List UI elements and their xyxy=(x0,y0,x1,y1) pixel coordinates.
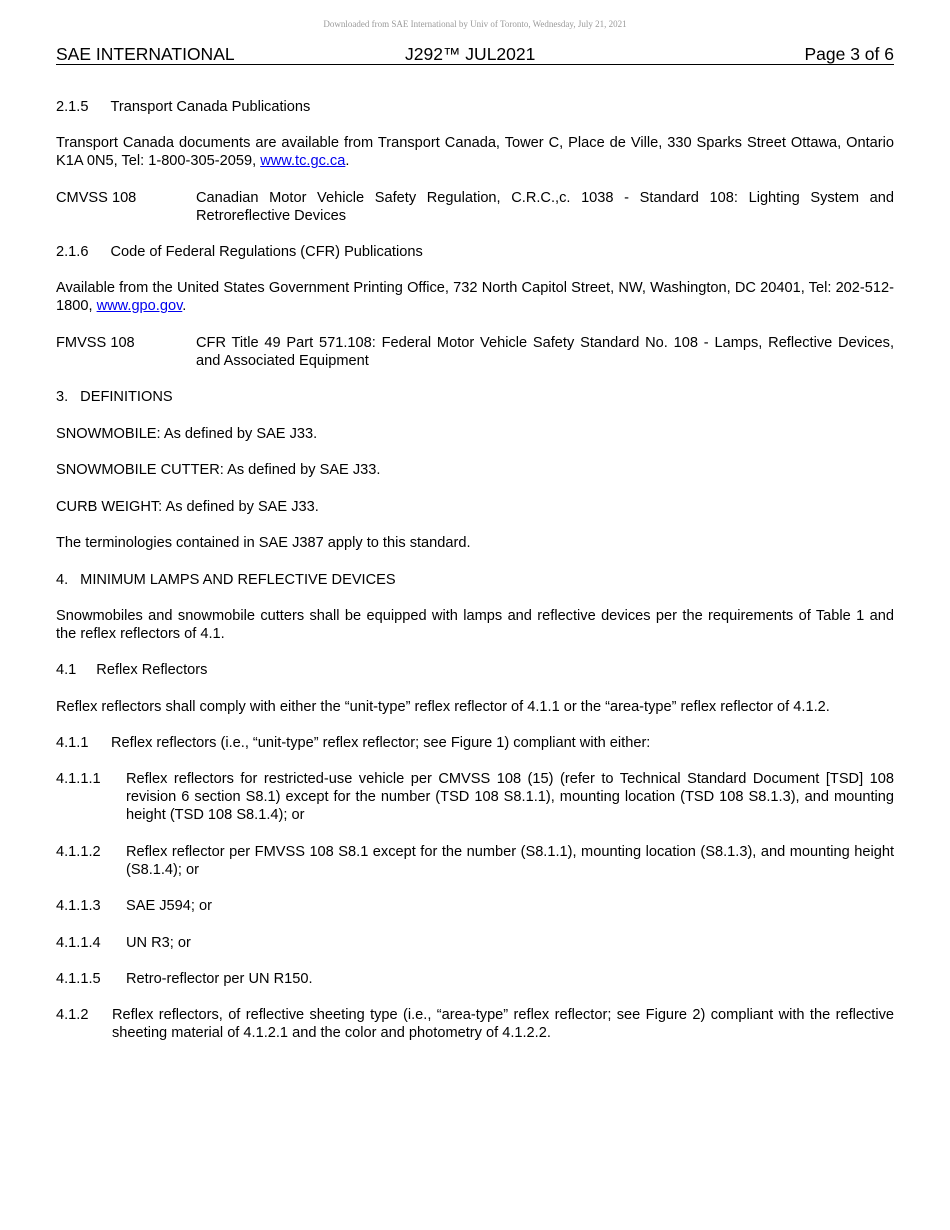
section-heading-4 xyxy=(56,571,894,589)
download-watermark: Downloaded from SAE International by Univ of Toronto, Wednesday, July 21, 2021 xyxy=(323,19,627,29)
section-title: MINIMUM LAMPS AND REFLECTIVE DEVICES xyxy=(80,572,396,588)
clause-number: 4.1.1 xyxy=(56,735,89,751)
section-number: 4.1 xyxy=(56,662,77,678)
definition-terminologies: The terminologies contained in SAE J387 apply to this standard. xyxy=(56,535,471,551)
definition-curb-weight: CURB WEIGHT: As defined by SAE J33. xyxy=(56,499,319,515)
section-title: DEFINITIONS xyxy=(80,389,173,405)
section-title: Reflex Reflectors xyxy=(96,662,208,678)
paragraph-reflex-reflectors: Reflex reflectors shall comply with either the “unit-type” reflex reflector of 4.1.1 or the “area-type” reflex reflector of 4.1.2. xyxy=(56,699,830,715)
clause-number: 4.1.1.2 xyxy=(56,844,101,860)
header-publisher: SAE INTERNATIONAL xyxy=(56,44,235,64)
section-number: 4. xyxy=(56,572,69,588)
clause-number: 4.1.2 xyxy=(56,1007,89,1023)
clause-text: Reflex reflectors, of reflective sheeting type (i.e., “area-type” reflex reflector; see Figure 2) compliant with the reflective sheeting material of 4.1.2.1 and the color and photometry of 4.1.2.2. xyxy=(112,1007,894,1041)
clause-number: 4.1.1.5 xyxy=(56,971,101,987)
section-number: 2.1.6 xyxy=(56,244,89,260)
paragraph-text: Available from the United States Government Printing Office, 732 North Capitol Street, NW, Washington, DC 20401, Tel: 202-512-1800, xyxy=(56,280,894,314)
page-header xyxy=(56,44,894,65)
section-title: Transport Canada Publications xyxy=(110,99,311,115)
section-heading-2-1-5 xyxy=(56,98,894,116)
paragraph-minimum-lamps: Snowmobiles and snowmobile cutters shall be equipped with lamps and reflective devices per the requirements of Table 1 and the reflex reflectors of 4.1. xyxy=(56,608,894,642)
clause-number: 4.1.1.3 xyxy=(56,898,101,914)
section-heading-2-1-6 xyxy=(56,243,894,261)
gpo-link[interactable]: www.gpo.gov xyxy=(96,298,183,314)
definition-snowmobile: SNOWMOBILE: As defined by SAE J33. xyxy=(56,426,318,442)
paragraph-cfr xyxy=(56,279,894,315)
clause-text: UN R3; or xyxy=(126,935,191,951)
clause-number: 4.1.1.1 xyxy=(56,771,101,787)
clause-text: Retro-reflector per UN R150. xyxy=(126,971,313,987)
reference-key: CMVSS 108 xyxy=(56,190,137,206)
reference-key: FMVSS 108 xyxy=(56,335,135,351)
clause-text: Reflex reflectors (i.e., “unit-type” reflex reflector; see Figure 1) compliant with either: xyxy=(111,735,651,751)
paragraph-text: Transport Canada documents are available from Transport Canada, Tower C, Place de Ville, 330 Sparks Street Ottawa, Ontario K1A 0N5, Tel: 1-800-305-2059, xyxy=(56,135,894,169)
clause-text: Reflex reflectors for restricted-use vehicle per CMVSS 108 (15) (refer to Technical Standard Document [TSD] 108 revision 6 section S8.1) except for the number (TSD 108 S8.1.1), mounting location (TSD 108 S8.1.3), and mounting height (TSD 108 S8.1.4); or xyxy=(126,771,894,823)
clause-text: SAE J594; or xyxy=(126,898,212,914)
clause-number: 4.1.1.4 xyxy=(56,935,101,951)
clause-text: Reflex reflector per FMVSS 108 S8.1 except for the number (S8.1.1), mounting location (S8.1.3), and mounting height (S8.1.4); or xyxy=(126,844,894,878)
punctuation: . xyxy=(182,298,187,314)
tc-link[interactable]: www.tc.gc.ca xyxy=(260,153,346,169)
section-number: 3. xyxy=(56,389,69,405)
section-heading-4-1 xyxy=(56,661,894,679)
definition-snowmobile-cutter: SNOWMOBILE CUTTER: As defined by SAE J33. xyxy=(56,462,381,478)
header-page-number: Page 3 of 6 xyxy=(804,44,894,64)
paragraph-transport-canada xyxy=(56,134,894,170)
header-doc-id: J292™ JUL2021 xyxy=(405,44,536,64)
section-heading-3 xyxy=(56,388,894,406)
section-number: 2.1.5 xyxy=(56,99,89,115)
reference-text: Canadian Motor Vehicle Safety Regulation, C.R.C.,c. 1038 - Standard 108: Lighting System and Retroreflective Devices xyxy=(196,190,894,224)
punctuation: . xyxy=(345,153,350,169)
section-title: Code of Federal Regulations (CFR) Publications xyxy=(110,244,423,260)
reference-text: CFR Title 49 Part 571.108: Federal Motor Vehicle Safety Standard No. 108 - Lamps, Reflective Devices, and Associated Equipment xyxy=(196,335,894,369)
